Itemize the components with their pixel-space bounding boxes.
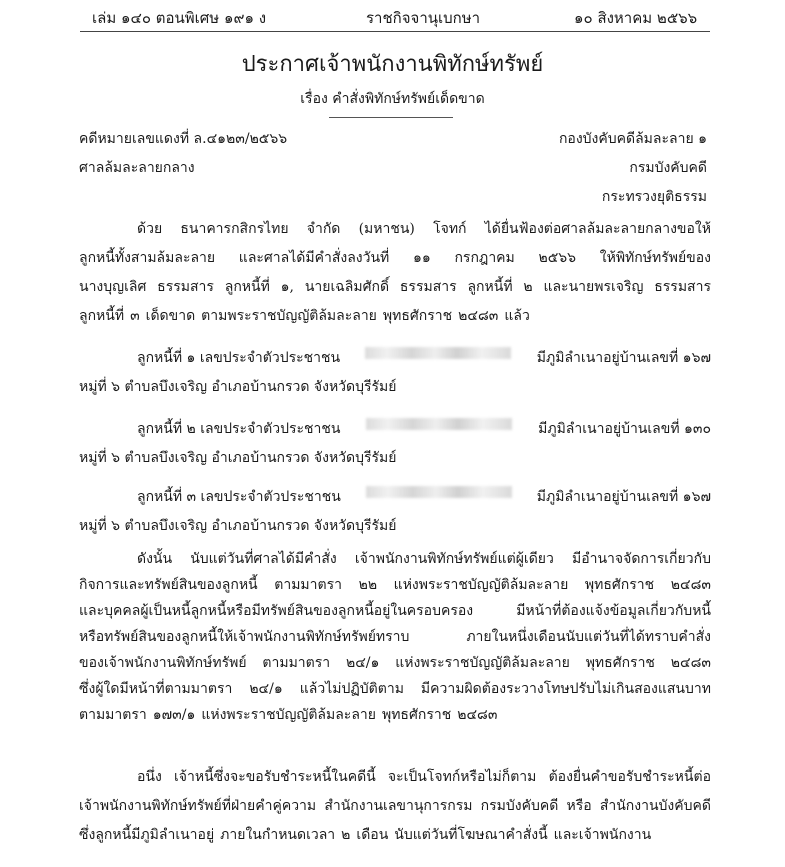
debtor-3-line: [137, 486, 711, 508]
debtor-1-line: [137, 347, 711, 369]
order-line: หรือทรัพย์สินของลูกหนี้ให้เจ้าพนักงานพิทักษ์ทรัพย์ทราบ ภายในหนึ่งเดือนนับแต่วันที่ได้ทราบคำสั่ง: [79, 629, 711, 645]
intro-line: ด้วย ธนาคารกสิกรไทย จำกัด (มหาชน) โจทก์ ได้ยื่นฟ้องต่อศาลล้มละลายกลางขอให้: [137, 221, 711, 237]
debtor-2-domicile: มีภูมิลำเนาอยู่บ้านเลขที่ ๑๓๐: [538, 421, 711, 437]
redacted-id-2: [366, 418, 512, 430]
gazette-name: ราชกิจจานุเบกษา: [366, 9, 481, 27]
order-line: และบุคคลผู้เป็นหนี้ลูกหนี้หรือมีทรัพย์สินของลูกหนี้อยู่ในครอบครอง มีหน้าที่ต้องแจ้งข้อมูลเกี่ยวกับหนี้: [79, 603, 711, 619]
debtor-3-domicile: มีภูมิลำเนาอยู่บ้านเลขที่ ๑๖๗: [536, 489, 711, 505]
debtor-2-line: [137, 418, 711, 440]
intro-line: นางบุญเลิศ ธรรมสาร ลูกหนี้ที่ ๑, นายเฉลิมศักดิ์ ธรรมสาร ลูกหนี้ที่ ๒ และนายพรเจริญ ธรรมสาร: [79, 279, 711, 295]
court-name: ศาลล้มละลายกลาง: [79, 160, 195, 176]
debtor-1-label: ลูกหนี้ที่ ๑ เลขประจำตัวประชาชน: [137, 350, 341, 366]
gazette-volume: เล่ม ๑๔๐ ตอนพิเศษ ๑๙๑ ง: [92, 9, 267, 27]
department-name: กรมบังคับคดี: [629, 160, 707, 176]
debtor-1-address: หมู่ที่ ๖ ตำบลบึงเจริญ อำเภอบ้านกรวด จังหวัดบุรีรัมย์: [79, 379, 397, 395]
order-line: ของเจ้าพนักงานพิทักษ์ทรัพย์ ตามมาตรา ๒๔/๑ แห่งพระราชบัญญัติล้มละลาย พุทธศักราช ๒๔๘๓: [79, 655, 711, 671]
division-name: กองบังคับคดีล้มละลาย ๑: [558, 131, 707, 147]
header-divider: [80, 31, 710, 32]
debtor-1-address-line: [79, 376, 711, 398]
debtor-2-label: ลูกหนี้ที่ ๒ เลขประจำตัวประชาชน: [137, 421, 341, 437]
page-title: ประกาศเจ้าพนักงานพิทักษ์ทรัพย์: [241, 52, 544, 77]
order-line: ซึ่งผู้ใดมีหน้าที่ตามมาตรา ๒๔/๑ แล้วไม่ปฏิบัติตาม มีความผิดต้องระวางโทษปรับไม่เกินสองแสนบาท: [79, 681, 711, 697]
intro-line: ลูกหนี้ที่ ๓ เด็ดขาด ตามพระราชบัญญัติล้มละลาย พุทธศักราช ๒๔๘๓ แล้ว: [79, 308, 530, 324]
claims-line: ซึ่งลูกหนี้มีภูมิลำเนาอยู่ ภายในกำหนดเวลา ๒ เดือน นับแต่วันที่โฆษณาคำสั่งนี้ และเจ้าพนักงาน: [79, 827, 652, 843]
debtor-2-address: หมู่ที่ ๖ ตำบลบึงเจริญ อำเภอบ้านกรวด จังหวัดบุรีรัมย์: [79, 450, 397, 466]
subject-line: เรื่อง คำสั่งพิทักษ์ทรัพย์เด็ดขาด: [300, 91, 485, 107]
subject-divider: [329, 117, 453, 118]
debtor-3-address: หมู่ที่ ๖ ตำบลบึงเจริญ อำเภอบ้านกรวด จังหวัดบุรีรัมย์: [79, 518, 397, 534]
gazette-header: [0, 2, 785, 30]
claims-line: เจ้าพนักงานพิทักษ์ทรัพย์ที่ฝ่ายคำคู่ความ สำนักงานเลขานุการกรม กรมบังคับคดี หรือ สำนักงานบังคับคดี: [79, 798, 711, 814]
gazette-date: ๑๐ สิงหาคม ๒๕๖๖: [574, 9, 698, 27]
redacted-id-1: [365, 347, 511, 359]
debtor-3-label: ลูกหนี้ที่ ๓ เลขประจำตัวประชาชน: [137, 489, 341, 505]
order-line: กิจการและทรัพย์สินของลูกหนี้ ตามมาตรา ๒๒ แห่งพระราชบัญญัติล้มละลาย พุทธศักราช ๒๔๘๓: [79, 577, 711, 593]
claims-line: อนึ่ง เจ้าหนี้ซึ่งจะขอรับชำระหนี้ในคดีนี้ จะเป็นโจทก์หรือไม่ก็ตาม ต้องยื่นคำขอรับชำระหนี้ต่อ: [137, 769, 711, 785]
redacted-id-3: [366, 486, 512, 498]
debtor-3-address-line: [79, 515, 711, 537]
order-line: ตามมาตรา ๑๗๓/๑ แห่งพระราชบัญญัติล้มละลาย พุทธศักราช ๒๔๘๓: [79, 707, 498, 723]
case-number: คดีหมายเลขแดงที่ ล.๔๑๒๓/๒๕๖๖: [79, 131, 288, 147]
ministry-name: กระทรวงยุติธรรม: [601, 189, 707, 205]
intro-line: ลูกหนี้ทั้งสามล้มละลาย และศาลได้มีคำสั่งลงวันที่ ๑๑ กรกฎาคม ๒๕๖๖ ให้พิทักษ์ทรัพย์ของ: [79, 250, 711, 266]
order-line: ดังนั้น นับแต่วันที่ศาลได้มีคำสั่ง เจ้าพนักงานพิทักษ์ทรัพย์แต่ผู้เดียว มีอำนาจจัดการเกี่ยวกับ: [137, 551, 711, 567]
debtor-1-domicile: มีภูมิลำเนาอยู่บ้านเลขที่ ๑๖๗: [536, 350, 711, 366]
debtor-2-address-line: [79, 447, 711, 469]
